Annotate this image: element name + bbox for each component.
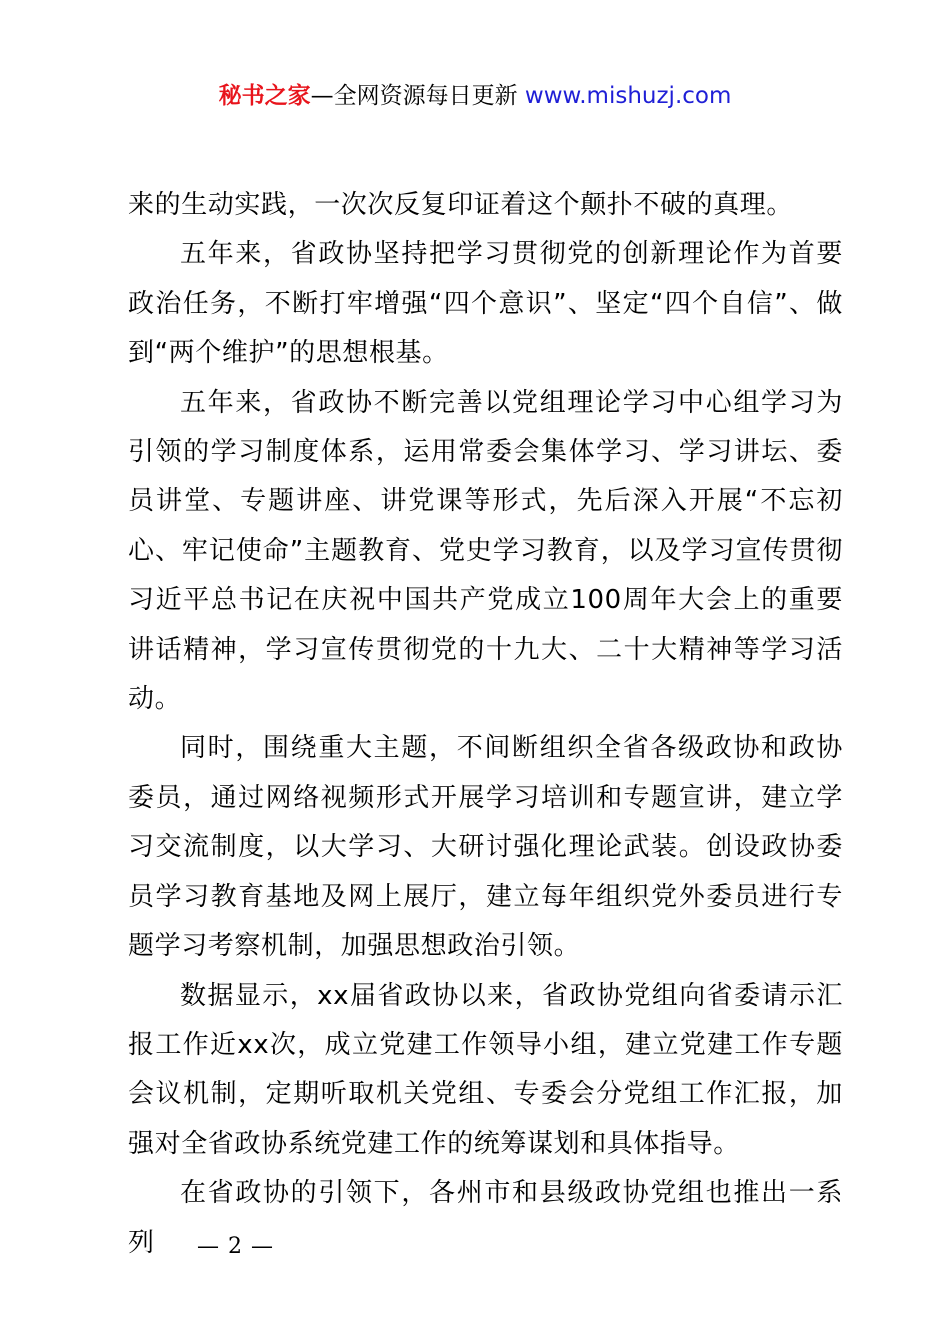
page-number: — 2 — [197,1234,274,1259]
paragraph-continuation: 来的生动实践，一次次反复印证着这个颠扑不破的真理。 [128,190,794,220]
paragraph: 五年来，省政协不断完善以党组理论学习中心组学习为引领的学习制度体系，运用常委会集体学习、学习讲坛、委员讲堂、专题讲座、讲党课等形式，先后深入开展“不忘初心、牢记使命”主题教育、党史学习教育，以及学习宣传贯彻习近平总书记在庆祝中国共产党成立100周年大会上的重要讲话精神，学习宣传贯彻党的十九大、二十大精神等学习活动。 [128,387,843,715]
paragraph: 在省政协的引领下，各州市和县级政协党组也推出一系列 [128,1178,843,1258]
paragraph: 同时，围绕重大主题，不间断组织全省各级政协和政协委员，通过网络视频形式开展学习培训和专题宣讲，建立学习交流制度，以大学习、大研讨强化理论武装。创设政协委员学习教育基地及网上展厅，建立每年组织党外委员进行专题学习考察机制，加强思想政治引领。 [128,733,843,962]
site-header [0,80,950,112]
document-body [128,181,843,1268]
paragraph: 数据显示，xx届省政协以来，省政协党组向省委请示汇报工作近xx次，成立党建工作领导小组，建立党建工作专题会议机制，定期听取机关党组、专委会分党组工作汇报，加强对全省政协系统党建工作的统筹谋划和具体指导。 [128,980,843,1159]
site-tagline: —全网资源每日更新 [310,83,518,109]
site-url[interactable]: www.mishuzj.com [524,83,732,109]
site-brand: 秘书之家 [218,83,311,109]
paragraph: 五年来，省政协坚持把学习贯彻党的创新理论作为首要政治任务，不断打牢增强“四个意识”、坚定“四个自信”、做到“两个维护”的思想根基。 [128,239,843,369]
